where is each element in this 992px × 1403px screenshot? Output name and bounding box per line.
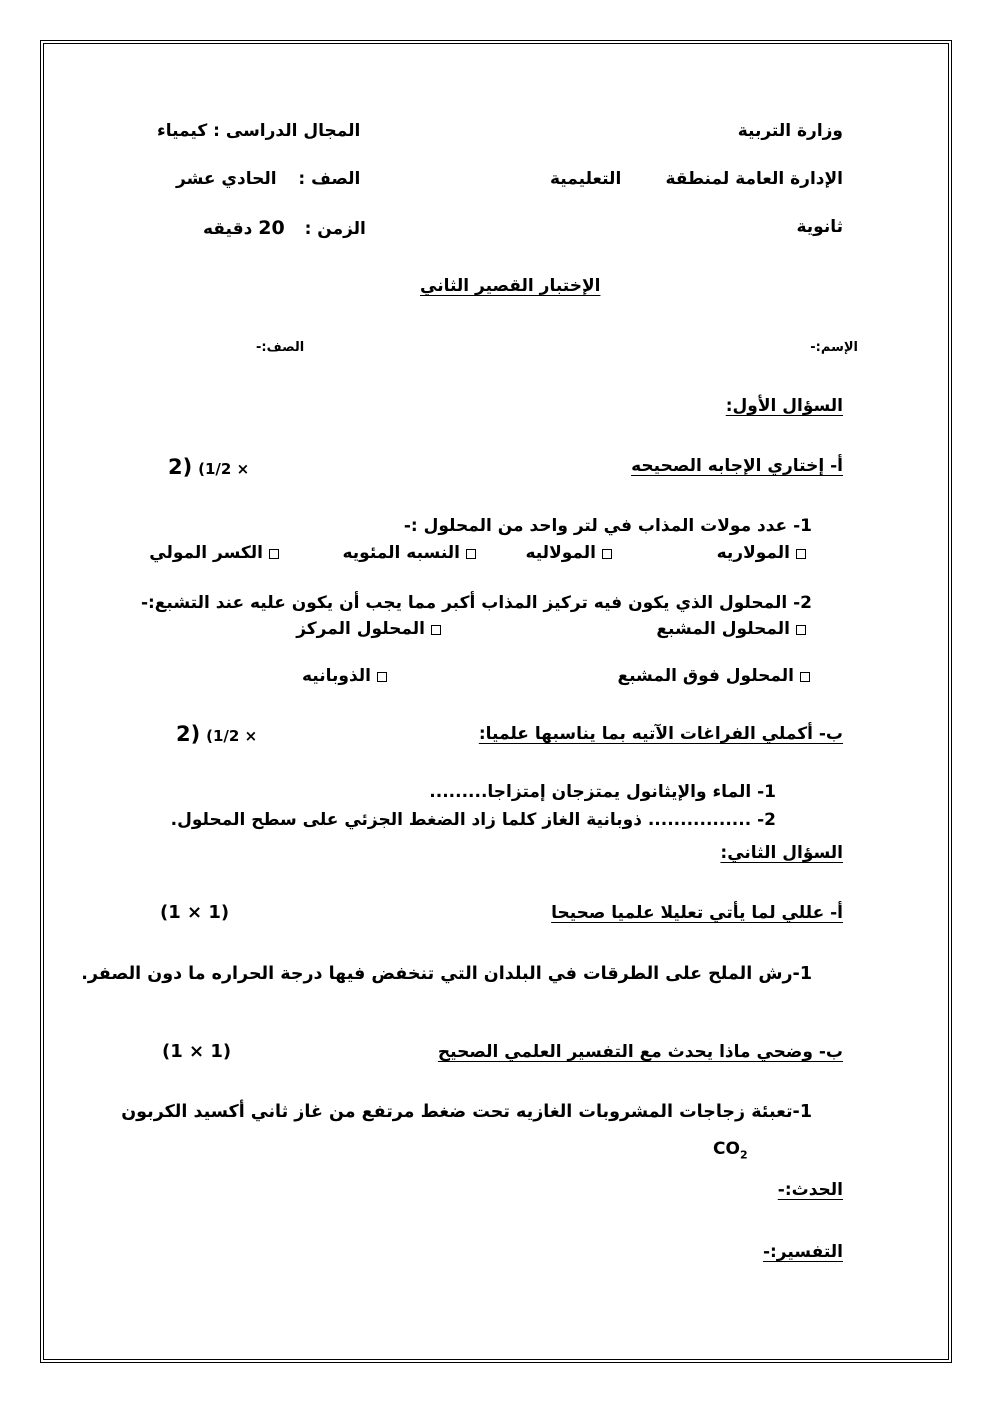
subject-label: المجال الدراسى : كيمياء <box>157 121 361 141</box>
q2b-marks: (1 × 1) <box>162 1041 232 1062</box>
q1a-item2-text: 2- المحلول الذي يكون فيه تركيز المذاب أكبر مما يجب أن يكون عليه عند التشبع:- <box>140 593 812 613</box>
q1a-marks <box>168 457 249 478</box>
grade-line <box>176 171 360 188</box>
checkbox-icon[interactable] <box>377 672 387 682</box>
option-label: المولاليه <box>525 543 596 563</box>
student-class-label: الصف:- <box>256 340 305 355</box>
co2-formula <box>713 1141 748 1160</box>
q1b-marks <box>176 724 257 745</box>
event-label: الحدث:- <box>777 1180 843 1200</box>
student-name-label: الإسم:- <box>810 340 858 355</box>
q1b-title: ب- أكملي الفراغات الآتيه بما يناسبها علميا: <box>478 724 843 744</box>
q1a-item1-option-2[interactable] <box>525 545 612 562</box>
checkbox-icon[interactable] <box>800 672 810 682</box>
q1a-item1-option-1[interactable] <box>717 545 806 562</box>
school-label: ثانوية <box>796 217 843 237</box>
time-value: 20 <box>258 217 285 239</box>
checkbox-icon[interactable] <box>796 549 806 559</box>
exam-title: الإختبار القصير الثاني <box>420 276 601 296</box>
q1b-marks-count: 2) <box>176 722 201 746</box>
q1a-title: أ- إختاري الإجابه الصحيحه <box>631 456 843 476</box>
q1a-marks-count: 2) <box>168 455 193 479</box>
checkbox-icon[interactable] <box>269 549 279 559</box>
q1b-item2: 2- ................ ذوبانية الغاز كلما زاد الضغط الجزئي على سطح المحلول. <box>170 810 776 830</box>
administration-name: الإدارة العامة لمنطقة <box>665 169 843 189</box>
q2-heading: السؤال الثاني: <box>720 843 843 863</box>
explanation-label: التفسير:- <box>762 1242 843 1262</box>
checkbox-icon[interactable] <box>602 549 612 559</box>
option-label: المحلول فوق المشبع <box>617 666 794 686</box>
q1a-item1-text: 1- عدد مولات المذاب في لتر واحد من المحلول :- <box>403 516 812 536</box>
q2b-title: ب- وضحي ماذا يحدث مع التفسير العلمي الصحيح <box>437 1042 843 1062</box>
q1a-item2-option-2[interactable] <box>296 621 441 638</box>
option-label: الذوبانيه <box>302 666 371 686</box>
co2-formula-main: CO <box>713 1139 740 1159</box>
q1b-item1: 1- الماء والإيثانول يمتزجان إمتزاجا......... <box>429 782 776 802</box>
checkbox-icon[interactable] <box>466 549 476 559</box>
co2-formula-sub: 2 <box>739 1148 748 1162</box>
option-label: المحلول المركز <box>296 619 425 639</box>
q1a-item1-option-4[interactable] <box>149 545 279 562</box>
option-label: المحلول المشبع <box>656 619 790 639</box>
time-label: الزمن : <box>304 219 366 239</box>
grade-value: الحادي عشر <box>176 169 277 189</box>
checkbox-icon[interactable] <box>431 625 441 635</box>
q2a-marks: (1 × 1) <box>160 902 230 923</box>
option-label: المولاريه <box>716 543 790 563</box>
time-unit: دقيقه <box>203 219 253 239</box>
option-label: النسبه المئويه <box>342 543 460 563</box>
grade-label: الصف : <box>298 169 361 189</box>
q1b-marks-paren: (1/2 × <box>206 727 258 745</box>
checkbox-icon[interactable] <box>796 625 806 635</box>
q1a-item2-option-4[interactable] <box>302 668 387 685</box>
q1a-item2-option-1[interactable] <box>656 621 806 638</box>
q1-heading: السؤال الأول: <box>725 396 843 416</box>
q1a-item2-option-3[interactable] <box>618 668 811 685</box>
q1a-item1-option-3[interactable] <box>342 545 476 562</box>
ministry-name: وزارة التربية <box>737 121 843 141</box>
q2b-item1: 1-تعبئة زجاجات المشروبات الغازيه تحت ضغط مرتفع من غاز ثاني أكسيد الكربون <box>121 1102 812 1122</box>
page-border-inner <box>43 43 949 1360</box>
q2a-item1: 1-رش الملح على الطرقات في البلدان التي تنخفض فيها درجة الحراره ما دون الصفر. <box>81 964 812 984</box>
q2a-title: أ- عللي لما يأتي تعليلا علميا صحيحا <box>551 903 843 923</box>
option-label: الكسر المولي <box>149 543 263 563</box>
educational-label: التعليمية <box>550 169 622 189</box>
q1a-marks-paren: (1/2 × <box>198 460 250 478</box>
time-line <box>203 219 366 238</box>
